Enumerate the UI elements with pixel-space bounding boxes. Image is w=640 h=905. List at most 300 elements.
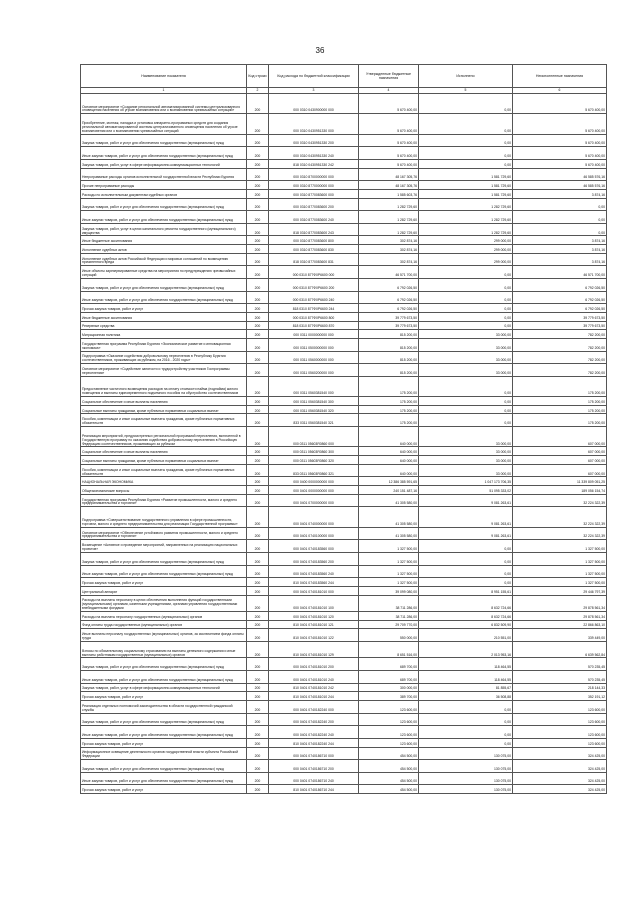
row-approved: 6 792 026,50 xyxy=(359,278,419,291)
row-name: Иные объекты зарезервированные средства на мероприятия по предупреждению чрезвычайных ситуаций xyxy=(81,266,247,279)
table-row xyxy=(81,701,607,714)
row-line-code: 200 xyxy=(247,527,269,540)
table-row xyxy=(81,427,607,447)
table-row xyxy=(81,134,607,147)
row-name: Прочая закупка товаров, работ и услуг xyxy=(81,738,247,747)
row-approved: 1 282 729,60 xyxy=(359,211,419,224)
row-executed: 118 464,55 xyxy=(419,658,513,671)
row-executed: 33 000,00 xyxy=(419,338,513,351)
row-line-code: 200 xyxy=(247,464,269,477)
row-budget-code: 000 0310 0430951330 200 xyxy=(269,134,359,147)
row-approved: 29 709 770,00 xyxy=(359,620,419,629)
row-executed: 33 000,00 xyxy=(419,330,513,339)
row-approved: 48 167 305,76 xyxy=(359,181,419,190)
row-budget-code: 000 0311 05603R0860 300 xyxy=(269,447,359,456)
budget-execution-table xyxy=(80,64,607,794)
table-row xyxy=(81,494,607,507)
row-line-code: 200 xyxy=(247,760,269,773)
row-budget-code: 000 0401 0740183560 240 xyxy=(269,565,359,578)
column-number: 3 xyxy=(269,88,359,94)
table-row xyxy=(81,253,607,266)
row-approved: 1 327 500,00 xyxy=(359,565,419,578)
row-budget-code: 000 0401 0740183560 200 xyxy=(269,552,359,565)
row-line-code: 200 xyxy=(247,713,269,726)
row-executed: 0,00 xyxy=(419,159,513,168)
row-budget-code: 000 0310 0430951330 240 xyxy=(269,147,359,160)
table-row xyxy=(81,114,607,134)
row-executed: 1 581 729,60 xyxy=(419,168,513,181)
row-executed: 0,00 xyxy=(419,94,513,114)
row-unexecuted: 5 670 400,00 xyxy=(513,114,607,134)
table-row xyxy=(81,159,607,168)
row-unexecuted: 607 000,00 xyxy=(513,464,607,477)
row-unexecuted: 782 200,00 xyxy=(513,364,607,377)
row-name: Закупка товаров, работ и услуг для обеспечения государственных (муниципальных) нужд xyxy=(81,713,247,726)
row-line-code: 200 xyxy=(247,338,269,351)
row-budget-code: 810 0401 0740186710 244 xyxy=(269,785,359,794)
row-unexecuted: 0,00 xyxy=(513,211,607,224)
row-executed: 0,00 xyxy=(419,312,513,321)
row-line-code: 200 xyxy=(247,376,269,396)
row-executed: 0,00 xyxy=(419,565,513,578)
row-budget-code: 000 0311 05603R0860 320 xyxy=(269,456,359,465)
row-unexecuted: 29 878 561,34 xyxy=(513,595,607,612)
row-line-code: 200 xyxy=(247,692,269,701)
table-row xyxy=(81,414,607,427)
row-budget-code: 000 0310 877Ф0Р6600 240 xyxy=(269,291,359,304)
table-row xyxy=(81,464,607,477)
row-name: Подпрограмма «Совершенствование государственного управления в сфере промышленности, торговли, малого и среднего предпринимательства для реализации Государственной программы» xyxy=(81,507,247,527)
row-approved: 1 282 729,60 xyxy=(359,223,419,236)
table-row xyxy=(81,671,607,684)
row-budget-code: 000 0310 877Ф0Р6600 200 xyxy=(269,278,359,291)
row-executed: 0,00 xyxy=(419,266,513,279)
row-executed: 33 000,00 xyxy=(419,456,513,465)
row-executed: 0,00 xyxy=(419,278,513,291)
row-approved: 550 000,00 xyxy=(359,629,419,642)
row-name: Социальное обеспечение и иные выплаты населению xyxy=(81,397,247,406)
row-approved: 302 874,16 xyxy=(359,253,419,266)
row-unexecuted: 324 425,00 xyxy=(513,760,607,773)
row-line-code: 200 xyxy=(247,552,269,565)
row-unexecuted: 5 670 400,00 xyxy=(513,94,607,114)
row-executed: 130 075,00 xyxy=(419,747,513,760)
row-unexecuted: 29 446 797,39 xyxy=(513,586,607,595)
row-executed: 1 581 729,60 xyxy=(419,181,513,190)
row-approved: 175 200,00 xyxy=(359,414,419,427)
row-budget-code: 000 0310 8770083600 200 xyxy=(269,198,359,211)
row-approved: 175 200,00 xyxy=(359,405,419,414)
row-budget-code: 000 0311 0560381540 000 xyxy=(269,376,359,396)
table-row xyxy=(81,351,607,364)
row-budget-code: 810 0401 0740181010 242 xyxy=(269,683,359,692)
row-name: Закупка товаров, работ и услуг для обеспечения государственных (муниципальных) нужд xyxy=(81,278,247,291)
row-name: Прочие непрограммные расходы xyxy=(81,181,247,190)
row-executed: 1 047 173 706,35 xyxy=(419,477,513,486)
row-executed: 0,00 xyxy=(419,397,513,406)
row-line-code: 200 xyxy=(247,726,269,739)
row-approved: 1 327 500,00 xyxy=(359,578,419,587)
row-executed: 0,00 xyxy=(419,552,513,565)
table-row xyxy=(81,245,607,254)
row-unexecuted: 3 874,16 xyxy=(513,236,607,245)
row-unexecuted: 39 779 673,50 xyxy=(513,312,607,321)
row-budget-code: 000 0310 8770083600 830 xyxy=(269,245,359,254)
column-number: 4 xyxy=(359,88,419,94)
row-budget-code: 000 0310 8700000000 000 xyxy=(269,168,359,181)
row-approved: 5 670 400,00 xyxy=(359,114,419,134)
row-executed: 299 000,00 xyxy=(419,253,513,266)
row-approved: 640 000,00 xyxy=(359,447,419,456)
row-line-code: 200 xyxy=(247,565,269,578)
row-budget-code: 000 0310 8770083600 000 xyxy=(269,189,359,198)
row-line-code: 200 xyxy=(247,629,269,642)
row-budget-code: 000 0401 0740186710 200 xyxy=(269,760,359,773)
row-executed: 0,00 xyxy=(419,376,513,396)
row-unexecuted: 22 866 863,10 xyxy=(513,620,607,629)
row-budget-code: 000 0401 0700000000 000 xyxy=(269,494,359,507)
row-budget-code: 000 0401 0740182240 200 xyxy=(269,713,359,726)
row-line-code: 200 xyxy=(247,427,269,447)
row-executed: 36 508,88 xyxy=(419,692,513,701)
row-unexecuted: 570 235,45 xyxy=(513,658,607,671)
header-unexecuted: Неисполненные назначения xyxy=(513,65,607,88)
row-budget-code: 810 0401 0740181010 244 xyxy=(269,692,359,701)
row-unexecuted: 324 425,00 xyxy=(513,772,607,785)
row-line-code: 200 xyxy=(247,658,269,671)
row-executed: 33 000,00 xyxy=(419,351,513,364)
row-executed: 0,00 xyxy=(419,134,513,147)
table-row xyxy=(81,578,607,587)
row-line-code: 200 xyxy=(247,540,269,553)
row-name: Миграционная политика xyxy=(81,330,247,339)
row-budget-code: 000 0310 8770083600 800 xyxy=(269,236,359,245)
row-line-code: 200 xyxy=(247,671,269,684)
row-budget-code: 000 0311 0000000000 000 xyxy=(269,330,359,339)
row-approved: 302 874,16 xyxy=(359,236,419,245)
header-budget-code: Код расхода по бюджетной классификации xyxy=(269,65,359,88)
row-line-code: 200 xyxy=(247,147,269,160)
row-budget-code: 000 0401 0740186710 240 xyxy=(269,772,359,785)
row-executed: 0,00 xyxy=(419,321,513,330)
row-approved: 123 600,00 xyxy=(359,701,419,714)
header-line-code: Код строки xyxy=(247,65,269,88)
row-name: Прочая закупка товаров, работ и услуг xyxy=(81,692,247,701)
row-budget-code: 000 0401 0740181010 240 xyxy=(269,671,359,684)
table-row xyxy=(81,620,607,629)
row-approved: 6 792 026,50 xyxy=(359,291,419,304)
table-row xyxy=(81,397,607,406)
row-name: НАЦИОНАЛЬНАЯ ЭКОНОМИКА xyxy=(81,477,247,486)
row-unexecuted: 782 200,00 xyxy=(513,338,607,351)
row-budget-code: 000 0310 877Ф0Р6600 000 xyxy=(269,266,359,279)
row-approved: 38 711 286,00 xyxy=(359,595,419,612)
row-line-code: 200 xyxy=(247,364,269,377)
row-approved: 1 282 729,60 xyxy=(359,198,419,211)
row-approved: 454 500,00 xyxy=(359,772,419,785)
row-unexecuted: 607 000,00 xyxy=(513,447,607,456)
row-approved: 389 700,00 xyxy=(359,692,419,701)
row-unexecuted: 123 600,00 xyxy=(513,701,607,714)
row-name: Иные бюджетные ассигнования xyxy=(81,236,247,245)
row-executed: 1 282 729,60 xyxy=(419,211,513,224)
table-row xyxy=(81,291,607,304)
table-row xyxy=(81,147,607,160)
row-unexecuted: 11 339 809 051,25 xyxy=(513,477,607,486)
row-name: Подпрограмма «Оказание содействия добровольному переселению в Республику Бурятия соотечественников, проживающих за рубежом, на 2016 - 2020 годы» xyxy=(81,351,247,364)
row-name: Социальное обеспечение и иные выплаты населению xyxy=(81,447,247,456)
row-name: Приобретение, монтаж, наладка и установка аппаратно-программных средств для создания региональной автоматизированной системы централизованного оповещения населения об угрозе возникновения или о возникновении чрезвычайных ситуаций xyxy=(81,114,247,134)
row-budget-code: 833 0311 0560381540 321 xyxy=(269,414,359,427)
row-budget-code: 000 0401 0740181010 100 xyxy=(269,595,359,612)
row-name: Социальные выплаты гражданам, кроме публичных нормативных социальных выплат xyxy=(81,456,247,465)
row-name: Закупка товаров, работ и услуг для обеспечения государственных (муниципальных) нужд xyxy=(81,198,247,211)
table-row xyxy=(81,321,607,330)
column-number: 6 xyxy=(513,88,607,94)
row-budget-code: 000 0401 0740000000 000 xyxy=(269,507,359,527)
row-executed: 0,00 xyxy=(419,291,513,304)
table-row xyxy=(81,456,607,465)
row-approved: 123 600,00 xyxy=(359,726,419,739)
row-executed: 210 551,00 xyxy=(419,629,513,642)
table-row xyxy=(81,726,607,739)
row-approved: 640 000,00 xyxy=(359,456,419,465)
row-budget-code: 818 0310 8770083600 243 xyxy=(269,223,359,236)
row-approved: 815 200,00 xyxy=(359,364,419,377)
row-name: Возмещение «Активное и проведение мероприятий, направленных на реализацию национальных проектов» xyxy=(81,540,247,553)
row-unexecuted: 0,00 xyxy=(513,198,607,211)
row-budget-code: 000 0311 0560200000 000 xyxy=(269,364,359,377)
row-approved: 38 711 286,00 xyxy=(359,612,419,621)
row-approved: 175 200,00 xyxy=(359,376,419,396)
row-unexecuted: 39 779 673,50 xyxy=(513,321,607,330)
row-line-code: 200 xyxy=(247,253,269,266)
row-line-code: 200 xyxy=(247,486,269,495)
row-line-code: 200 xyxy=(247,747,269,760)
row-approved: 39 779 673,50 xyxy=(359,312,419,321)
row-line-code: 200 xyxy=(247,701,269,714)
row-line-code: 200 xyxy=(247,414,269,427)
row-unexecuted: 175 200,00 xyxy=(513,376,607,396)
row-approved: 41 305 580,00 xyxy=(359,527,419,540)
row-budget-code: 000 0401 0740181010 000 xyxy=(269,586,359,595)
row-unexecuted: 352 191,12 xyxy=(513,692,607,701)
row-name: Иные закупки товаров, работ и услуг для обеспечения государственных (муниципальных) нужд xyxy=(81,565,247,578)
row-budget-code: 000 0311 0560381540 320 xyxy=(269,405,359,414)
row-name: Непрограммные расходы органов исполнительной государственной власти Республики Бурятия xyxy=(81,168,247,181)
row-line-code: 200 xyxy=(247,181,269,190)
row-approved: 5 670 400,00 xyxy=(359,147,419,160)
row-name: Прочая закупка товаров, работ и услуг xyxy=(81,304,247,313)
row-unexecuted: 6 792 026,50 xyxy=(513,304,607,313)
table-row xyxy=(81,330,607,339)
row-unexecuted: 175 200,00 xyxy=(513,397,607,406)
row-approved: 175 200,00 xyxy=(359,397,419,406)
row-name: Расходы на выплаты персоналу в целях обеспечения выполнения функций государственными (муниципальными) органами, казенными учреждениями, органами управления государственными внебюджетными фондами xyxy=(81,595,247,612)
row-executed: 0,00 xyxy=(419,147,513,160)
row-budget-code: 000 0401 0740183560 000 xyxy=(269,540,359,553)
row-unexecuted: 123 600,00 xyxy=(513,713,607,726)
row-unexecuted: 3 874,16 xyxy=(513,189,607,198)
row-unexecuted: 46 571 700,00 xyxy=(513,266,607,279)
row-line-code: 200 xyxy=(247,595,269,612)
table-row xyxy=(81,364,607,377)
table-header-row xyxy=(81,65,607,88)
row-budget-code: 818 0310 0430951330 242 xyxy=(269,159,359,168)
table-row xyxy=(81,189,607,198)
table-row xyxy=(81,760,607,773)
row-budget-code: 000 0401 0740182240 240 xyxy=(269,726,359,739)
row-unexecuted: 3 874,16 xyxy=(513,245,607,254)
row-approved: 454 500,00 xyxy=(359,785,419,794)
row-name: Фонд оплаты труда государственных (муниципальных) органов xyxy=(81,620,247,629)
row-budget-code: 000 0311 0560000000 000 xyxy=(269,351,359,364)
row-approved: 640 000,00 xyxy=(359,427,419,447)
row-name: Социальные выплаты гражданам, кроме публичных нормативных социальных выплат xyxy=(81,405,247,414)
row-budget-code: 000 0311 0560381540 300 xyxy=(269,397,359,406)
row-line-code: 200 xyxy=(247,278,269,291)
row-name: Иные закупки товаров, работ и услуг для обеспечения государственных (муниципальных) нужд xyxy=(81,211,247,224)
table-row xyxy=(81,565,607,578)
row-unexecuted: 123 600,00 xyxy=(513,738,607,747)
row-approved: 1 327 500,00 xyxy=(359,540,419,553)
table-row xyxy=(81,376,607,396)
row-line-code: 200 xyxy=(247,586,269,595)
row-line-code: 200 xyxy=(247,236,269,245)
row-budget-code: 810 0401 0740181010 129 xyxy=(269,641,359,658)
row-unexecuted: 0,00 xyxy=(513,223,607,236)
row-unexecuted: 218 144,33 xyxy=(513,683,607,692)
table-row xyxy=(81,223,607,236)
row-budget-code: 000 0310 0430951330 000 xyxy=(269,114,359,134)
row-line-code: 200 xyxy=(247,134,269,147)
table-row xyxy=(81,713,607,726)
row-unexecuted: 29 878 561,34 xyxy=(513,612,607,621)
row-name: Реализация отдельных полномочий законодательства в области государственной гражданской службы xyxy=(81,701,247,714)
row-executed: 33 000,00 xyxy=(419,427,513,447)
table-row xyxy=(81,94,607,114)
table-row xyxy=(81,168,607,181)
table-row xyxy=(81,772,607,785)
row-budget-code: 810 0401 0740182240 244 xyxy=(269,738,359,747)
row-name: Иные закупки товаров, работ и услуг для обеспечения государственных (муниципальных) нужд xyxy=(81,772,247,785)
row-executed: 0,00 xyxy=(419,540,513,553)
table-row xyxy=(81,738,607,747)
row-unexecuted: 5 670 400,00 xyxy=(513,159,607,168)
row-unexecuted: 32 224 322,39 xyxy=(513,527,607,540)
table-row xyxy=(81,540,607,553)
table-row xyxy=(81,586,607,595)
row-line-code: 200 xyxy=(247,211,269,224)
row-name: Реализация мероприятий, предусмотренных региональной программой переселения, включенной в Государственную программу по оказанию содействия добровольному переселению в Российскую Федерацию соотечественников, проживающих за рубежом xyxy=(81,427,247,447)
row-approved: 39 099 080,00 xyxy=(359,586,419,595)
row-line-code: 200 xyxy=(247,291,269,304)
row-approved: 46 571 700,00 xyxy=(359,266,419,279)
row-executed: 130 075,00 xyxy=(419,760,513,773)
row-name: Иные закупки товаров, работ и услуг для обеспечения государственных (муниципальных) нужд xyxy=(81,147,247,160)
table-row xyxy=(81,641,607,658)
row-approved: 1 585 603,76 xyxy=(359,189,419,198)
column-number: 2 xyxy=(247,88,269,94)
table-row xyxy=(81,507,607,527)
row-name: Закупка товаров, работ, услуг в сфере информационно-коммуникационных технологий xyxy=(81,683,247,692)
row-unexecuted: 123 600,00 xyxy=(513,726,607,739)
row-name: Закупка товаров, работ, услуг в целях капитального ремонта государственного (муниципального) имущества xyxy=(81,223,247,236)
row-unexecuted: 175 200,00 xyxy=(513,414,607,427)
table-row xyxy=(81,486,607,495)
row-approved: 5 670 400,00 xyxy=(359,134,419,147)
row-line-code: 200 xyxy=(247,223,269,236)
row-line-code: 200 xyxy=(247,245,269,254)
row-name: Общеэкономические вопросы xyxy=(81,486,247,495)
row-line-code: 200 xyxy=(247,189,269,198)
row-unexecuted: 324 425,00 xyxy=(513,747,607,760)
table-row xyxy=(81,527,607,540)
row-approved: 41 305 580,00 xyxy=(359,494,419,507)
row-approved: 8 651 516,00 xyxy=(359,641,419,658)
table-row xyxy=(81,236,607,245)
row-approved: 1 327 500,00 xyxy=(359,552,419,565)
row-name: Закупка товаров, работ, услуг в сфере информационно-коммуникационных технологий xyxy=(81,159,247,168)
row-unexecuted: 46 585 576,16 xyxy=(513,168,607,181)
row-line-code: 200 xyxy=(247,494,269,507)
row-unexecuted: 6 792 026,50 xyxy=(513,278,607,291)
row-budget-code: 000 0310 8770083600 240 xyxy=(269,211,359,224)
row-approved: 689 700,00 xyxy=(359,671,419,684)
row-executed: 0,00 xyxy=(419,414,513,427)
row-line-code: 200 xyxy=(247,772,269,785)
row-unexecuted: 607 000,00 xyxy=(513,456,607,465)
row-executed: 299 000,00 xyxy=(419,236,513,245)
header-name: Наименование показателя xyxy=(81,65,247,88)
row-line-code: 200 xyxy=(247,351,269,364)
row-name: Закупка товаров, работ и услуг для обеспечения государственных (муниципальных) нужд xyxy=(81,134,247,147)
row-name: Государственная программа Республики Бурятия «Экономическое развитие и инновационная экономика» xyxy=(81,338,247,351)
column-number: 1 xyxy=(81,88,247,94)
row-name: Иные бюджетные ассигнования xyxy=(81,312,247,321)
row-executed: 0,00 xyxy=(419,726,513,739)
row-executed: 0,00 xyxy=(419,713,513,726)
row-name: Взносы по обязательному социальному страхованию на выплаты денежного содержания и иные выплаты работникам государственных (муниципальных) органов xyxy=(81,641,247,658)
row-approved: 123 600,00 xyxy=(359,738,419,747)
row-unexecuted: 6 639 562,84 xyxy=(513,641,607,658)
row-unexecuted: 339 449,00 xyxy=(513,629,607,642)
row-line-code: 200 xyxy=(247,456,269,465)
table-row xyxy=(81,595,607,612)
row-name: Закупка товаров, работ и услуг для обеспечения государственных (муниципальных) нужд xyxy=(81,760,247,773)
row-approved: 123 600,00 xyxy=(359,713,419,726)
row-budget-code: 810 0401 0740181010 121 xyxy=(269,620,359,629)
row-line-code: 200 xyxy=(247,620,269,629)
row-unexecuted: 6 792 026,50 xyxy=(513,291,607,304)
row-unexecuted: 189 056 154,74 xyxy=(513,486,607,495)
row-budget-code: 000 0401 0740181010 200 xyxy=(269,658,359,671)
table-row xyxy=(81,477,607,486)
row-executed: 8 632 724,66 xyxy=(419,612,513,621)
row-line-code: 200 xyxy=(247,612,269,621)
row-approved: 240 151 487,16 xyxy=(359,486,419,495)
row-line-code: 200 xyxy=(247,507,269,527)
table-row xyxy=(81,692,607,701)
row-approved: 5 670 400,00 xyxy=(359,94,419,114)
row-name: Исполнение судебных актов Российской Федерации и мировых соглашений по возмещению причиненного вреда xyxy=(81,253,247,266)
row-line-code: 200 xyxy=(247,266,269,279)
row-line-code: 200 xyxy=(247,641,269,658)
row-unexecuted: 570 235,45 xyxy=(513,671,607,684)
row-unexecuted: 782 200,00 xyxy=(513,351,607,364)
row-executed: 0,00 xyxy=(419,304,513,313)
table-row xyxy=(81,683,607,692)
